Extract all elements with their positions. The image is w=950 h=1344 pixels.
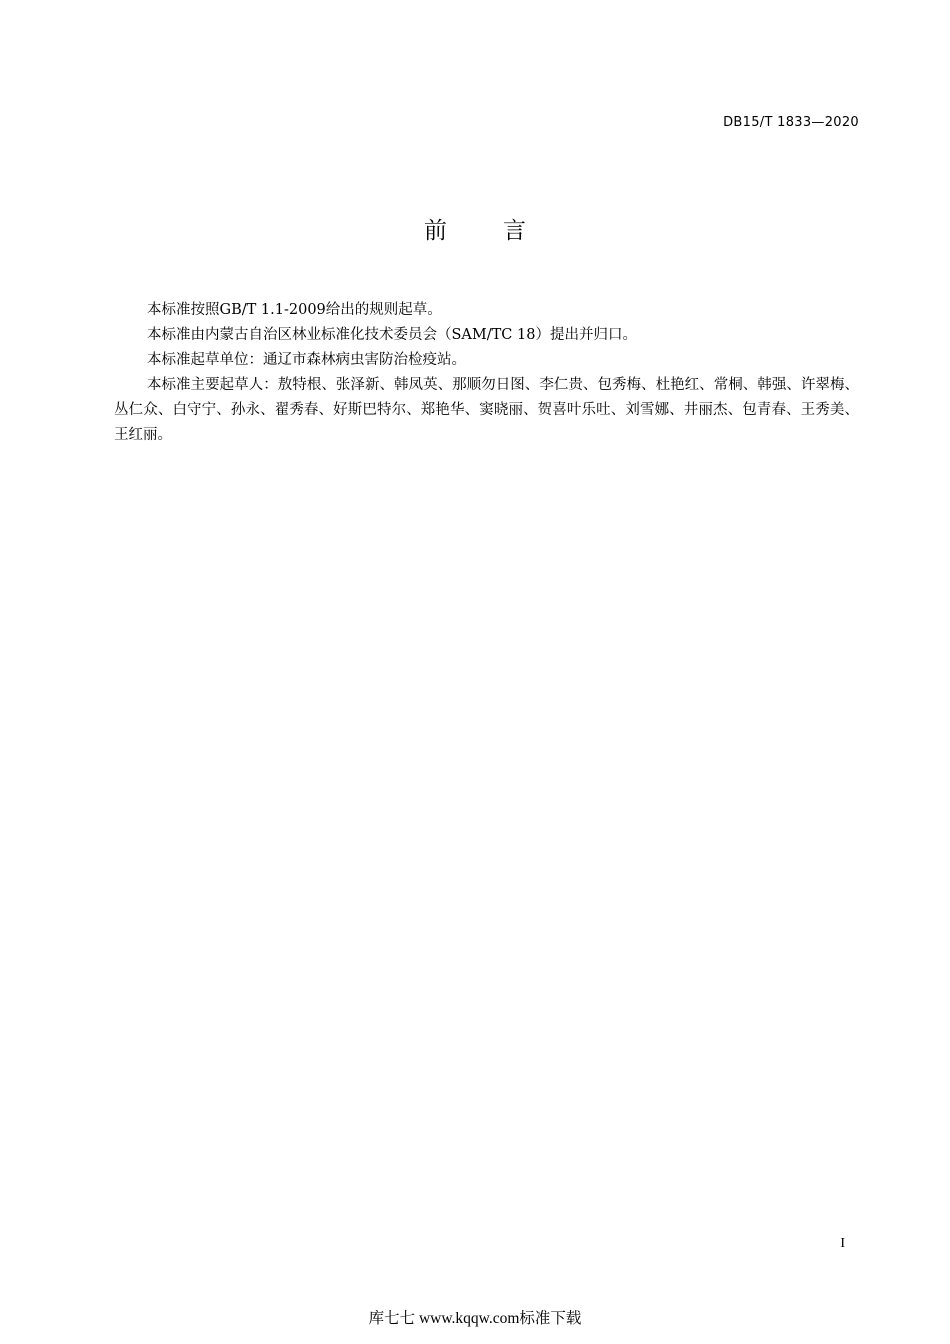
- footer-watermark: 库七七 www.kqqw.com标准下载: [368, 1310, 582, 1327]
- paragraph-proposer: 本标准由内蒙古自治区林业标准化技术委员会（SAM/TC 18）提出并归口。: [147, 327, 637, 343]
- page-title: 前言: [424, 218, 582, 244]
- paragraph-drafters: 本标准主要起草人：敖特根、张泽新、韩凤英、那顺勿日图、李仁贵、包秀梅、杜艳红、常桐、韩强、许翠梅、丛仁众、白守宁、孙永、翟秀春、好斯巴特尔、郑艳华、窦晓丽、贺喜叶乐吐、刘雪娜、井丽杰、包青春、王秀美、王红丽。: [114, 377, 859, 443]
- paragraph-drafting-rules: 本标准按照GB/T 1.1-2009给出的规则起草。: [147, 302, 442, 318]
- standard-code: DB15/T 1833—2020: [723, 115, 859, 130]
- foreword-body: [114, 298, 859, 448]
- paragraph-drafting-unit: 本标准起草单位：通辽市森林病虫害防治检疫站。: [147, 352, 466, 368]
- page-number: I: [840, 1236, 845, 1251]
